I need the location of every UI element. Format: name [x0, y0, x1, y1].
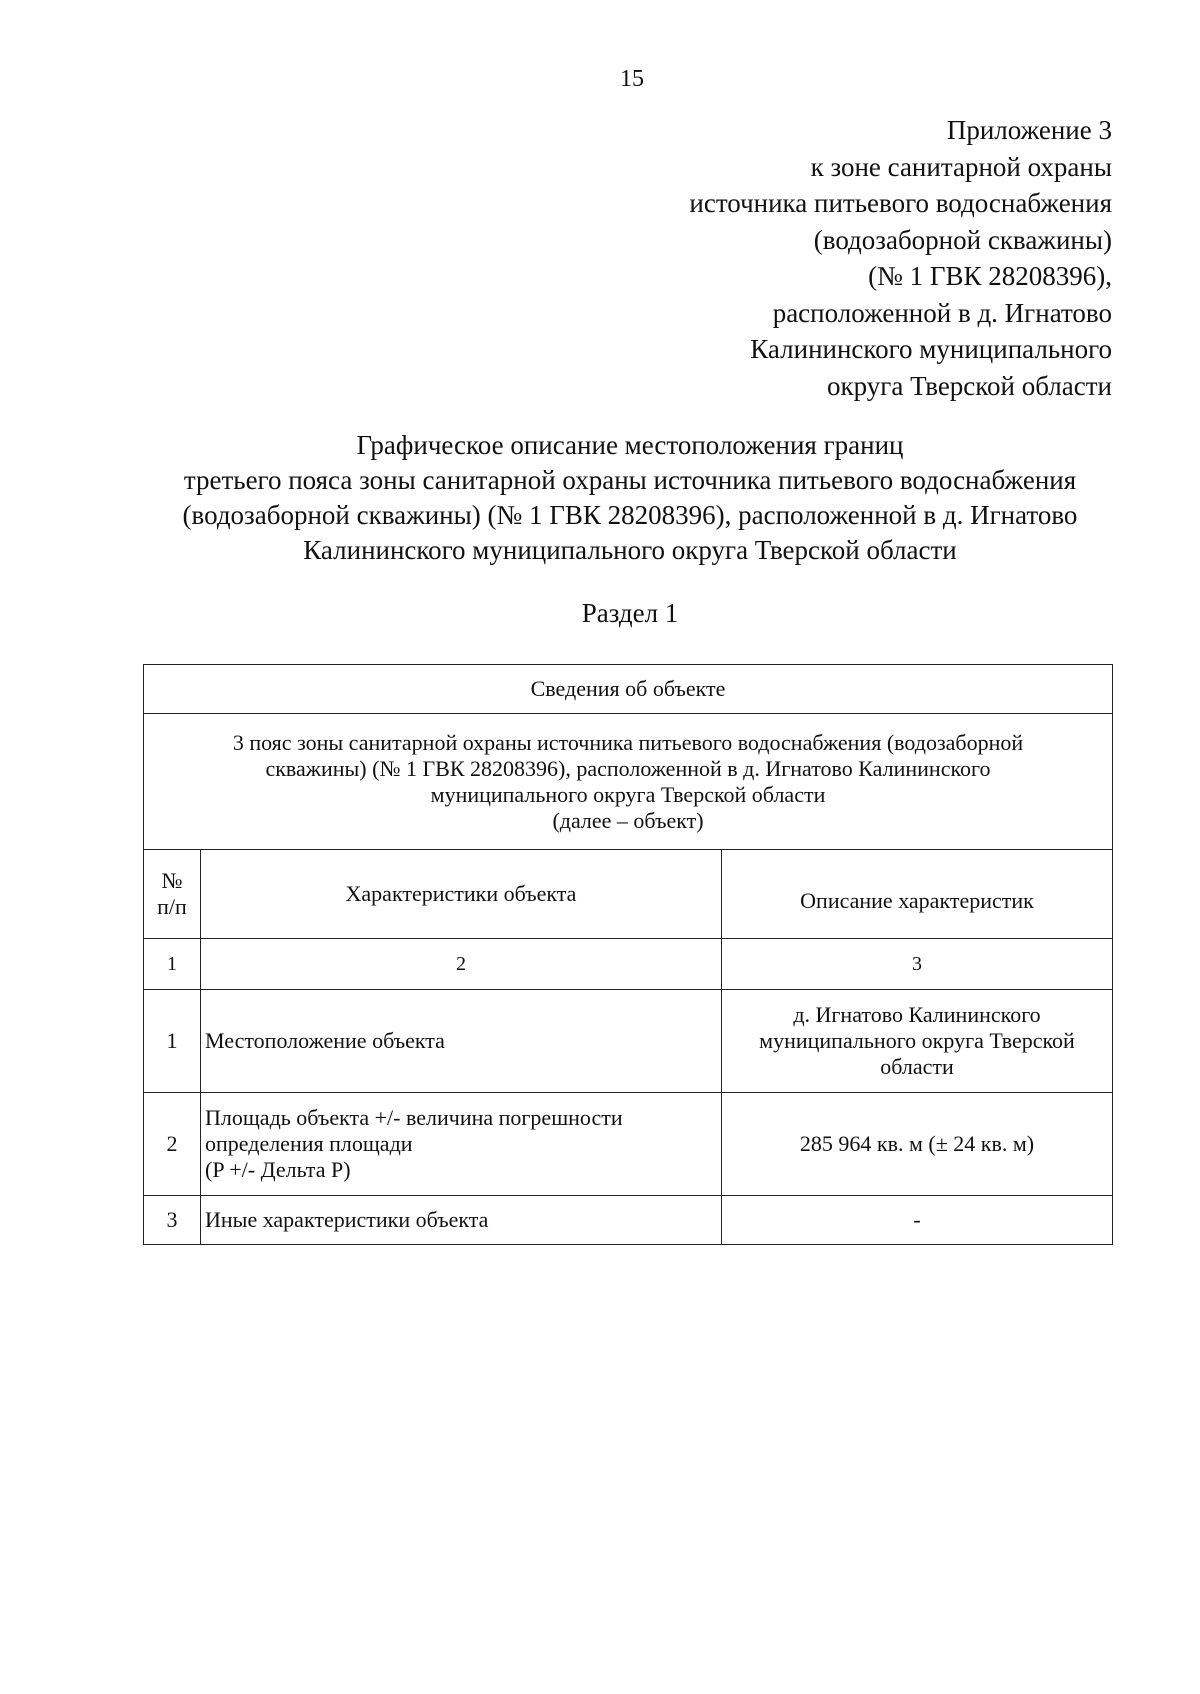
object-info-table [143, 664, 1113, 1245]
row-characteristic [201, 1196, 722, 1245]
appendix-line: расположенной в д. Игнатово [772, 297, 1112, 328]
column-numbers-row [144, 939, 1113, 990]
row-characteristic [201, 990, 722, 1093]
column-header-characteristics: Характеристики объекта [201, 850, 722, 939]
table-header-row [144, 665, 1113, 714]
title-line: Калининского муниципального округа Тверской области [303, 535, 957, 565]
column-header-number-line: № [161, 868, 183, 893]
row-characteristic-line: Местоположение объекта [205, 1028, 445, 1053]
column-header-description: Описание характеристик [722, 850, 1113, 939]
table-row [144, 1093, 1113, 1196]
table-row [144, 990, 1113, 1093]
title-line: Графическое описание местоположения границ [356, 430, 904, 460]
row-characteristic [201, 1093, 722, 1196]
appendix-reference [689, 112, 1112, 404]
column-number: 3 [722, 939, 1113, 990]
title-line: третьего пояса зоны санитарной охраны источника питьевого водоснабжения [183, 465, 1077, 495]
document-title [130, 428, 1130, 568]
row-characteristic-line: определения площади [205, 1131, 413, 1156]
section-title: Раздел 1 [581, 598, 679, 628]
table-header: Сведения об объекте [144, 665, 1113, 714]
table-row [144, 1196, 1113, 1245]
column-number: 2 [201, 939, 722, 990]
row-description [722, 1093, 1113, 1196]
object-description-row [144, 714, 1113, 850]
row-description-line: - [913, 1207, 921, 1232]
column-number: 1 [144, 939, 201, 990]
appendix-line: округа Тверской области [827, 370, 1112, 401]
object-line: (далее – объект) [552, 807, 704, 833]
appendix-line: Приложение 3 [946, 115, 1112, 145]
column-header-number-line: п/п [157, 894, 187, 919]
appendix-line: к зоне санитарной охраны [810, 151, 1112, 182]
row-description-line: 285 964 кв. м (± 24 кв. м) [799, 1131, 1035, 1156]
appendix-line: (№ 1 ГВК 28208396), [868, 261, 1112, 291]
object-description [144, 714, 1113, 850]
column-headers-row [144, 850, 1113, 939]
title-line: (водозаборной скважины) (№ 1 ГВК 28208396), расположенной в д. Игнатово [182, 500, 1078, 530]
row-description-line: муниципального округа Тверской [759, 1028, 1075, 1053]
appendix-line: (водозаборной скважины) [813, 224, 1112, 255]
page-number: 15 [620, 66, 644, 92]
column-header-number [144, 850, 201, 939]
row-characteristic-line: Иные характеристики объекта [205, 1207, 489, 1232]
object-line: муниципального округа Тверской области [430, 781, 826, 807]
appendix-line: Калининского муниципального [750, 334, 1112, 364]
appendix-line: источника питьевого водоснабжения [689, 188, 1112, 218]
row-characteristic-line: (P +/- Дельта P) [205, 1157, 351, 1182]
row-number: 1 [144, 990, 201, 1093]
row-description-line: д. Игнатово Калининского [793, 1002, 1041, 1027]
row-description [722, 990, 1113, 1093]
row-number: 2 [144, 1093, 201, 1196]
object-line: скважины) (№ 1 ГВК 28208396), расположенной в д. Игнатово Калининского [265, 755, 991, 781]
row-description-line: области [880, 1054, 954, 1079]
row-characteristic-line: Площадь объекта +/- величина погрешности [205, 1105, 623, 1130]
row-number: 3 [144, 1196, 201, 1245]
row-description [722, 1196, 1113, 1245]
object-line: 3 пояс зоны санитарной охраны источника питьевого водоснабжения (водозаборной [232, 729, 1024, 755]
